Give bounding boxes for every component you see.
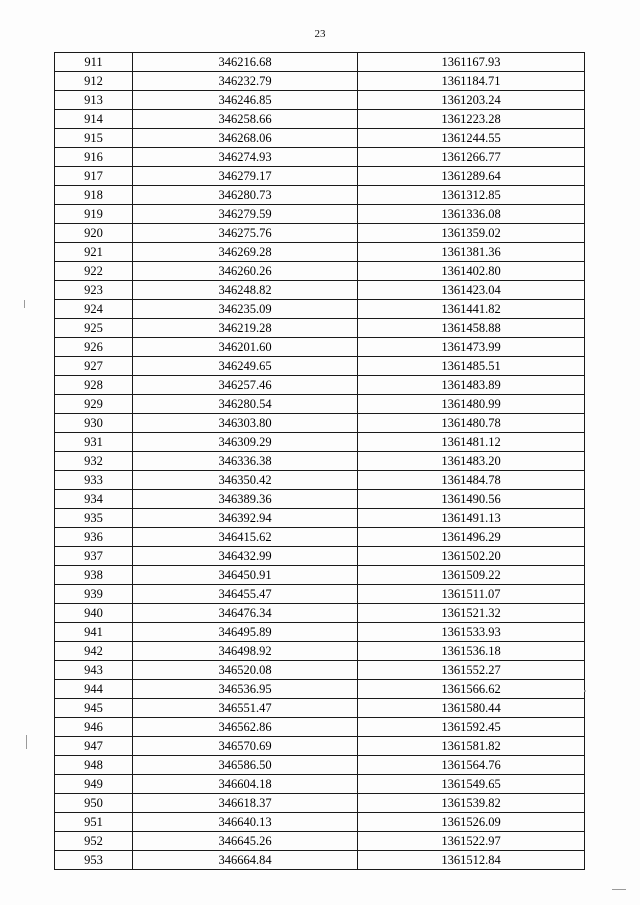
table-row: [55, 91, 585, 110]
table-row: [55, 167, 585, 186]
table-cell-index: 919: [55, 205, 133, 224]
table-cell-x: 346248.82: [133, 281, 358, 300]
table-cell-index: 949: [55, 775, 133, 794]
table-cell-y: 1361473.99: [358, 338, 585, 357]
table-cell-y: 1361223.28: [358, 110, 585, 129]
table-cell-y: 1361480.99: [358, 395, 585, 414]
table-cell-x: 346258.66: [133, 110, 358, 129]
table-row: [55, 262, 585, 281]
table-cell-y: 1361502.20: [358, 547, 585, 566]
table-cell-y: 1361512.84: [358, 851, 585, 870]
table-row: [55, 300, 585, 319]
table-row: [55, 813, 585, 832]
table-cell-y: 1361564.76: [358, 756, 585, 775]
table-cell-y: 1361483.20: [358, 452, 585, 471]
table-cell-index: 943: [55, 661, 133, 680]
coordinate-table: [54, 52, 585, 870]
table-cell-x: 346280.73: [133, 186, 358, 205]
table-cell-x: 346551.47: [133, 699, 358, 718]
table-cell-y: 1361480.78: [358, 414, 585, 433]
table-row: [55, 528, 585, 547]
table-cell-index: 940: [55, 604, 133, 623]
scan-artifact: [584, 690, 586, 692]
table-cell-y: 1361484.78: [358, 471, 585, 490]
table-cell-index: 920: [55, 224, 133, 243]
table-cell-x: 346450.91: [133, 566, 358, 585]
table-cell-index: 929: [55, 395, 133, 414]
table-cell-x: 346274.93: [133, 148, 358, 167]
table-cell-x: 346279.17: [133, 167, 358, 186]
table-cell-index: 952: [55, 832, 133, 851]
table-cell-y: 1361536.18: [358, 642, 585, 661]
table-cell-x: 346216.68: [133, 53, 358, 72]
table-cell-index: 928: [55, 376, 133, 395]
table-cell-y: 1361203.24: [358, 91, 585, 110]
table-cell-x: 346260.26: [133, 262, 358, 281]
table-row: [55, 338, 585, 357]
table-row: [55, 110, 585, 129]
table-cell-x: 346269.28: [133, 243, 358, 262]
table-cell-index: 918: [55, 186, 133, 205]
table-cell-index: 921: [55, 243, 133, 262]
table-cell-index: 933: [55, 471, 133, 490]
table-cell-index: 913: [55, 91, 133, 110]
table-cell-index: 923: [55, 281, 133, 300]
table-cell-y: 1361441.82: [358, 300, 585, 319]
table-row: [55, 148, 585, 167]
table-cell-y: 1361491.13: [358, 509, 585, 528]
table-cell-index: 937: [55, 547, 133, 566]
page-number: 23: [314, 28, 326, 40]
table-cell-y: 1361359.02: [358, 224, 585, 243]
table-cell-x: 346201.60: [133, 338, 358, 357]
table-cell-x: 346257.46: [133, 376, 358, 395]
scan-artifact: [26, 735, 27, 749]
table-cell-y: 1361521.32: [358, 604, 585, 623]
table-cell-index: 911: [55, 53, 133, 72]
table-cell-y: 1361266.77: [358, 148, 585, 167]
table-cell-y: 1361552.27: [358, 661, 585, 680]
table-cell-index: 912: [55, 72, 133, 91]
table-cell-y: 1361289.64: [358, 167, 585, 186]
table-row: [55, 623, 585, 642]
table-cell-x: 346246.85: [133, 91, 358, 110]
scan-artifact: [24, 300, 25, 308]
table-row: [55, 794, 585, 813]
table-cell-index: 948: [55, 756, 133, 775]
table-cell-y: 1361244.55: [358, 129, 585, 148]
table-row: [55, 319, 585, 338]
table-cell-y: 1361483.89: [358, 376, 585, 395]
coordinate-table-container: [54, 52, 584, 870]
table-cell-x: 346645.26: [133, 832, 358, 851]
table-row: [55, 604, 585, 623]
table-row: [55, 585, 585, 604]
table-cell-y: 1361490.56: [358, 490, 585, 509]
table-cell-index: 927: [55, 357, 133, 376]
table-cell-x: 346618.37: [133, 794, 358, 813]
table-row: [55, 357, 585, 376]
table-row: [55, 376, 585, 395]
table-cell-index: 939: [55, 585, 133, 604]
table-cell-y: 1361581.82: [358, 737, 585, 756]
table-row: [55, 281, 585, 300]
table-row: [55, 756, 585, 775]
table-row: [55, 642, 585, 661]
table-cell-x: 346562.86: [133, 718, 358, 737]
table-row: [55, 53, 585, 72]
table-cell-y: 1361184.71: [358, 72, 585, 91]
table-cell-y: 1361592.45: [358, 718, 585, 737]
table-cell-index: 947: [55, 737, 133, 756]
table-cell-x: 346415.62: [133, 528, 358, 547]
table-cell-y: 1361511.07: [358, 585, 585, 604]
table-cell-index: 932: [55, 452, 133, 471]
table-cell-index: 950: [55, 794, 133, 813]
table-cell-index: 930: [55, 414, 133, 433]
table-cell-x: 346235.09: [133, 300, 358, 319]
table-cell-y: 1361526.09: [358, 813, 585, 832]
table-cell-x: 346495.89: [133, 623, 358, 642]
table-cell-x: 346640.13: [133, 813, 358, 832]
table-cell-index: 941: [55, 623, 133, 642]
table-row: [55, 832, 585, 851]
table-cell-index: 938: [55, 566, 133, 585]
table-cell-x: 346498.92: [133, 642, 358, 661]
table-cell-y: 1361402.80: [358, 262, 585, 281]
table-row: [55, 566, 585, 585]
table-row: [55, 243, 585, 262]
table-cell-index: 931: [55, 433, 133, 452]
table-cell-index: 915: [55, 129, 133, 148]
table-cell-index: 926: [55, 338, 133, 357]
table-cell-index: 934: [55, 490, 133, 509]
table-cell-y: 1361167.93: [358, 53, 585, 72]
table-cell-y: 1361336.08: [358, 205, 585, 224]
table-cell-x: 346350.42: [133, 471, 358, 490]
table-cell-x: 346249.65: [133, 357, 358, 376]
table-cell-index: 953: [55, 851, 133, 870]
table-cell-x: 346536.95: [133, 680, 358, 699]
table-cell-x: 346604.18: [133, 775, 358, 794]
table-row: [55, 224, 585, 243]
table-cell-y: 1361458.88: [358, 319, 585, 338]
table-row: [55, 851, 585, 870]
table-cell-x: 346476.34: [133, 604, 358, 623]
table-cell-y: 1361522.97: [358, 832, 585, 851]
table-cell-x: 346455.47: [133, 585, 358, 604]
table-cell-x: 346389.36: [133, 490, 358, 509]
table-cell-y: 1361481.12: [358, 433, 585, 452]
table-cell-x: 346664.84: [133, 851, 358, 870]
table-cell-y: 1361539.82: [358, 794, 585, 813]
table-row: [55, 737, 585, 756]
table-row: [55, 414, 585, 433]
table-cell-y: 1361509.22: [358, 566, 585, 585]
table-cell-x: 346268.06: [133, 129, 358, 148]
table-cell-index: 917: [55, 167, 133, 186]
table-row: [55, 699, 585, 718]
table-cell-y: 1361423.04: [358, 281, 585, 300]
table-cell-y: 1361496.29: [358, 528, 585, 547]
table-row: [55, 186, 585, 205]
table-row: [55, 471, 585, 490]
table-row: [55, 775, 585, 794]
table-cell-index: 935: [55, 509, 133, 528]
table-cell-x: 346570.69: [133, 737, 358, 756]
table-row: [55, 718, 585, 737]
table-cell-x: 346336.38: [133, 452, 358, 471]
table-cell-x: 346520.08: [133, 661, 358, 680]
table-cell-y: 1361381.36: [358, 243, 585, 262]
table-row: [55, 661, 585, 680]
table-cell-y: 1361533.93: [358, 623, 585, 642]
table-cell-index: 925: [55, 319, 133, 338]
table-cell-index: 924: [55, 300, 133, 319]
table-cell-x: 346309.29: [133, 433, 358, 452]
table-row: [55, 490, 585, 509]
scan-artifact: [612, 889, 626, 890]
table-cell-index: 916: [55, 148, 133, 167]
table-cell-index: 945: [55, 699, 133, 718]
table-cell-index: 951: [55, 813, 133, 832]
table-row: [55, 129, 585, 148]
table-cell-index: 946: [55, 718, 133, 737]
table-cell-index: 914: [55, 110, 133, 129]
table-cell-x: 346303.80: [133, 414, 358, 433]
table-cell-x: 346280.54: [133, 395, 358, 414]
table-cell-index: 936: [55, 528, 133, 547]
table-cell-x: 346279.59: [133, 205, 358, 224]
table-row: [55, 433, 585, 452]
table-cell-y: 1361312.85: [358, 186, 585, 205]
coordinate-table-body: [55, 53, 585, 870]
table-row: [55, 680, 585, 699]
table-cell-y: 1361485.51: [358, 357, 585, 376]
table-row: [55, 547, 585, 566]
table-cell-x: 346232.79: [133, 72, 358, 91]
table-row: [55, 395, 585, 414]
table-row: [55, 452, 585, 471]
table-cell-y: 1361566.62: [358, 680, 585, 699]
table-row: [55, 509, 585, 528]
table-cell-x: 346219.28: [133, 319, 358, 338]
table-cell-x: 346275.76: [133, 224, 358, 243]
table-cell-index: 922: [55, 262, 133, 281]
table-row: [55, 72, 585, 91]
table-cell-y: 1361549.65: [358, 775, 585, 794]
table-cell-index: 942: [55, 642, 133, 661]
table-cell-x: 346432.99: [133, 547, 358, 566]
table-cell-x: 346392.94: [133, 509, 358, 528]
table-cell-index: 944: [55, 680, 133, 699]
table-cell-x: 346586.50: [133, 756, 358, 775]
table-row: [55, 205, 585, 224]
table-cell-y: 1361580.44: [358, 699, 585, 718]
